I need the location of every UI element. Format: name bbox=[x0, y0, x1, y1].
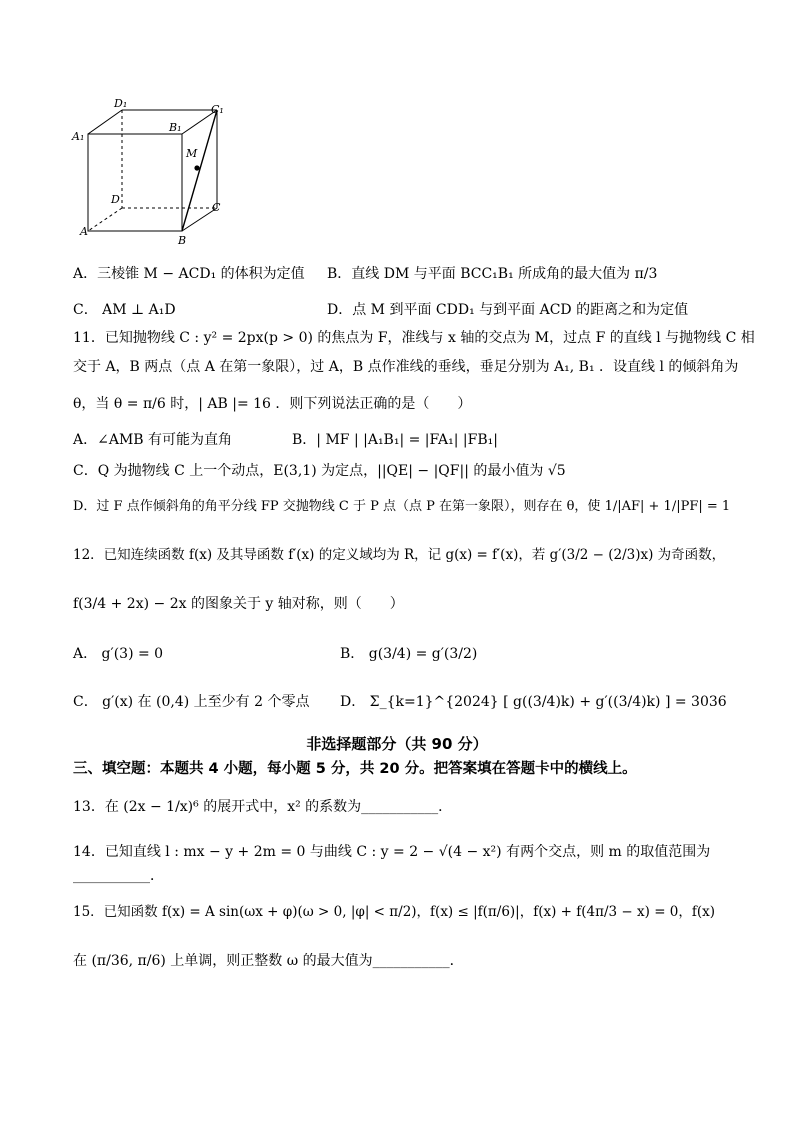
label-a: A bbox=[80, 225, 88, 238]
label-b: B bbox=[178, 234, 187, 247]
q12-option-c: C． g′(x) 在 (0,4) 上至少有 2 个零点 bbox=[73, 694, 310, 710]
q11-stem-line1: 11．已知抛物线 C : y² = 2px(p > 0) 的焦点为 F，准线与 x 轴的交点为 M，过点 F 的直线 l 与抛物线 C 相 bbox=[73, 330, 755, 346]
q10-option-b: B．直线 DM 与平面 BCC₁B₁ 所成角的最大值为 π/3 bbox=[327, 266, 658, 282]
label-c1: C₁ bbox=[211, 103, 224, 116]
q12-stem-line2: f(3/4 + 2x) − 2x 的图象关于 y 轴对称，则（ ） bbox=[73, 596, 404, 612]
point-m bbox=[194, 165, 199, 170]
q15-line2: 在 (π/36, π/6) 上单调，则正整数 ω 的最大值为___________． bbox=[73, 953, 464, 969]
q13-text: 13．在 (2x − 1/x)⁶ 的展开式中，x² 的系数为___________． bbox=[73, 799, 453, 815]
q10-option-c: C． AM ⊥ A₁D bbox=[73, 302, 176, 318]
label-a1: A₁ bbox=[72, 130, 85, 143]
label-b1: B₁ bbox=[169, 121, 182, 134]
q15-line1: 15．已知函数 f(x) = A sin(ωx + φ)(ω > 0, |φ| < π/2)，f(x) ≤ |f(π/6)|，f(x) + f(4π/3 − x) = 0，f(x) bbox=[73, 904, 716, 920]
q12-stem-line1: 12．已知连续函数 f(x) 及其导函数 f′(x) 的定义域均为 R，记 g(x) = f′(x)，若 g′(3/2 − (2/3)x) 为奇函数， bbox=[73, 547, 726, 563]
q11-option-a: A．∠AMB 有可能为直角 bbox=[73, 432, 233, 448]
front-face bbox=[88, 134, 182, 231]
q12-option-d: D． Σ_{k=1}^{2024} [ g((3/4)k) + g′((3/4)k) ] = 3036 bbox=[340, 694, 727, 710]
q14-line2: ___________． bbox=[73, 868, 164, 884]
label-m: M bbox=[186, 147, 198, 160]
q14-line1: 14．已知直线 l : mx − y + 2m = 0 与曲线 C : y = 2 − √(4 − x²) 有两个交点，则 m 的取值范围为 bbox=[73, 844, 711, 860]
cube-figure bbox=[70, 98, 240, 248]
label-c: C bbox=[212, 201, 221, 214]
section-title: 非选择题部分（共 90 分） bbox=[306, 735, 488, 753]
q11-option-d: D．过 F 点作倾斜角的角平分线 FP 交抛物线 C 于 P 点（点 P 在第一象限），则存在 θ，使 1/|AF| + 1/|PF| = 1 bbox=[73, 499, 731, 514]
q10-option-d: D．点 M 到平面 CDD₁ 与到平面 ACD 的距离之和为定值 bbox=[327, 302, 689, 318]
q11-stem-line3: θ，当 θ = π/6 时，| AB |= 16 ．则下列说法正确的是（ ） bbox=[73, 396, 472, 412]
q12-option-b: B． g(3/4) = g′(3/2) bbox=[340, 646, 478, 662]
q11-option-b: B．| MF | |A₁B₁| = |FA₁| |FB₁| bbox=[292, 432, 498, 448]
edge-a1d1 bbox=[88, 110, 122, 134]
q12-option-a: A． g′(3) = 0 bbox=[73, 646, 164, 662]
q11-option-c: C．Q 为抛物线 C 上一个动点，E(3,1) 为定点，||QE| − |QF|| 的最小值为 √5 bbox=[73, 463, 566, 479]
q10-option-a: A．三棱锥 M − ACD₁ 的体积为定值 bbox=[73, 266, 305, 282]
edge-ad-hidden bbox=[88, 208, 122, 231]
label-d1: D₁ bbox=[114, 98, 128, 110]
label-d: D bbox=[111, 193, 120, 206]
q11-stem-line2: 交于 A，B 两点（点 A 在第一象限），过 A，B 点作准线的垂线，垂足分别为 A₁, B₁ ．设直线 l 的倾斜角为 bbox=[73, 359, 739, 375]
part3-header: 三、填空题：本题共 4 小题，每小题 5 分，共 20 分。把答案填在答题卡中的横线上。 bbox=[73, 761, 637, 777]
